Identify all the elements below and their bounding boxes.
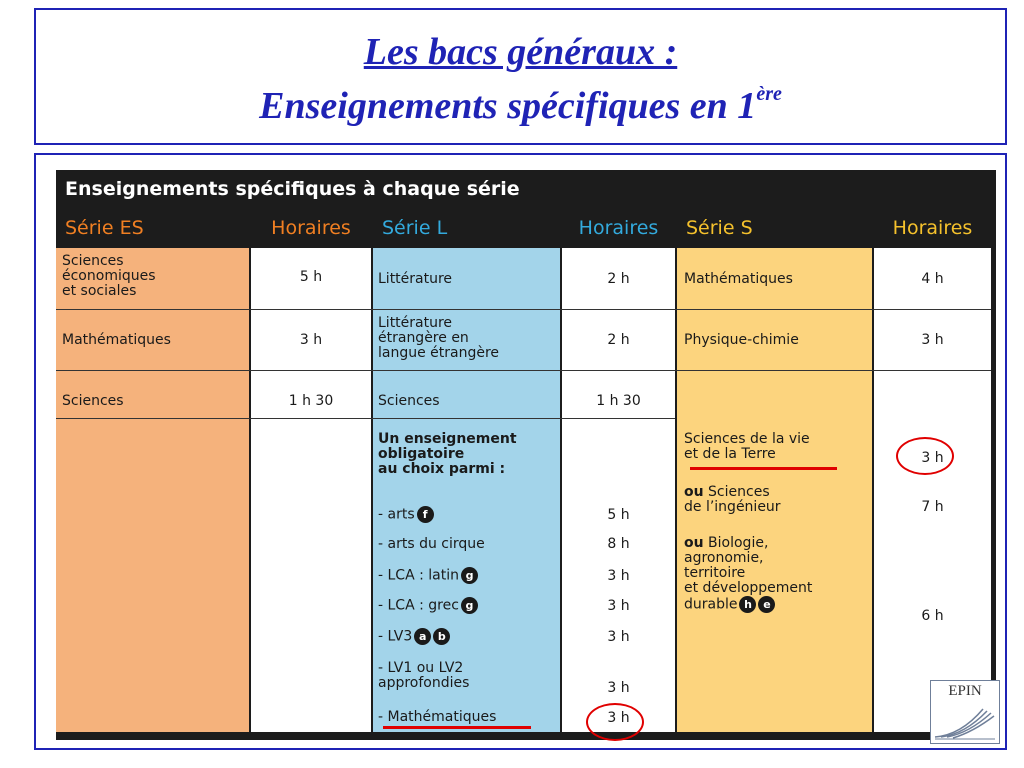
l-litterature: Littérature bbox=[378, 271, 453, 287]
s-bio-hours: 6 h bbox=[921, 608, 944, 624]
l-opt-arts bbox=[378, 506, 434, 523]
es-ses-hours: 5 h bbox=[299, 269, 323, 285]
col-es-hours bbox=[251, 248, 371, 732]
es-ses-line3: et sociales bbox=[62, 283, 137, 299]
s-bio-line5 bbox=[684, 596, 812, 613]
svt-hours-circle bbox=[896, 437, 954, 475]
table-header: Enseignements spécifiques à chaque série bbox=[65, 178, 520, 200]
note-f-badge: f bbox=[417, 506, 434, 523]
l-opt-arts-hours: 5 h bbox=[607, 507, 630, 523]
page-subtitle-text: Enseignements spécifiques en 1 bbox=[259, 85, 757, 127]
l-opt-maths-hours: 3 h bbox=[607, 710, 630, 726]
maths-underline bbox=[383, 726, 531, 729]
s-svt-line2: et de la Terre bbox=[684, 446, 776, 462]
l-opt-latin bbox=[378, 567, 478, 584]
col-header-es-hours: Horaires bbox=[271, 217, 351, 239]
note-a-badge: a bbox=[414, 628, 431, 645]
es-sciences: Sciences bbox=[62, 393, 124, 409]
specific-courses-table bbox=[56, 170, 996, 740]
page-subtitle bbox=[36, 83, 1005, 128]
es-ses-line2: économiques bbox=[62, 268, 156, 284]
l-sciences: Sciences bbox=[378, 393, 440, 409]
s-bio-line4: et développement bbox=[684, 580, 813, 596]
col-header-s-hours: Horaires bbox=[892, 217, 973, 239]
l-opt-arts-label: - arts bbox=[378, 506, 415, 523]
s-bio-durable: durable bbox=[684, 596, 738, 613]
s-physique: Physique-chimie bbox=[684, 332, 799, 348]
l-opt-maths bbox=[378, 710, 496, 725]
l-opt-lv-line1: - LV1 ou LV2 bbox=[378, 660, 464, 676]
col-header-l: Série L bbox=[382, 217, 448, 239]
l-opt-lv3 bbox=[378, 628, 450, 645]
l-litterature-hours: 2 h bbox=[607, 271, 630, 287]
s-si-line2: de l’ingénieur bbox=[684, 499, 781, 515]
l-obligatoire bbox=[378, 432, 517, 477]
l-opt-lv3-hours: 3 h bbox=[607, 629, 630, 645]
es-sciences-hours: 1 h 30 bbox=[288, 393, 334, 409]
l-litt-etr-line3: langue étrangère bbox=[378, 345, 500, 361]
col-header-l-hours: Horaires bbox=[578, 217, 659, 239]
l-litt-etr-line2: étrangère en bbox=[378, 330, 469, 346]
l-opt-cirque-hours: 8 h bbox=[607, 536, 630, 552]
col-l-hours bbox=[562, 248, 675, 732]
es-ses-line1: Sciences bbox=[62, 253, 124, 269]
s-svt-hours: 3 h bbox=[921, 450, 944, 466]
page-subtitle-sup: ère bbox=[756, 83, 782, 105]
note-g-badge: g bbox=[461, 567, 478, 584]
s-bio-line3: territoire bbox=[684, 565, 746, 581]
l-opt-grec-label: - LCA : grec bbox=[378, 597, 459, 614]
s-maths-hours: 4 h bbox=[921, 271, 944, 287]
note-g-badge: g bbox=[461, 597, 478, 614]
l-opt-lv3-label: - LV3 bbox=[378, 628, 413, 645]
row-divider bbox=[56, 370, 991, 371]
es-maths: Mathématiques bbox=[62, 332, 171, 348]
epin-logo-text: EPIN bbox=[948, 683, 982, 699]
maths-hours-circle bbox=[586, 703, 644, 741]
s-bio-line1 bbox=[684, 536, 812, 551]
col-header-s: Série S bbox=[686, 217, 753, 239]
s-svt bbox=[684, 432, 810, 462]
col-es bbox=[56, 248, 249, 732]
l-opt-cirque: - arts du cirque bbox=[378, 536, 485, 552]
s-si-hours: 7 h bbox=[921, 499, 944, 515]
l-opt-lv-line2: approfondies bbox=[378, 675, 470, 691]
s-bio bbox=[684, 536, 812, 613]
s-physique-hours: 3 h bbox=[921, 332, 944, 348]
s-bio-line2: agronomie, bbox=[684, 550, 764, 566]
l-opt-maths-label: Mathématiques bbox=[387, 709, 497, 725]
l-litt-etrangere bbox=[378, 316, 499, 361]
s-maths: Mathématiques bbox=[684, 271, 793, 287]
s-bio-ou: ou bbox=[684, 535, 704, 551]
l-opt-maths-dash: - bbox=[378, 709, 388, 725]
row-divider bbox=[56, 309, 991, 310]
l-opt-lv-hours: 3 h bbox=[607, 680, 630, 696]
page-title: Les bacs généraux : bbox=[363, 31, 678, 73]
note-e-badge: e bbox=[758, 596, 775, 613]
l-opt-latin-label: - LCA : latin bbox=[378, 567, 459, 584]
l-opt-grec-hours: 3 h bbox=[607, 598, 630, 614]
epin-logo bbox=[930, 680, 1000, 744]
l-opt-latin-hours: 3 h bbox=[607, 568, 630, 584]
row-divider bbox=[56, 418, 675, 419]
s-bio-text: Biologie, bbox=[703, 535, 769, 551]
s-si-line1 bbox=[684, 485, 781, 500]
l-opt-lv-approfondies bbox=[378, 661, 469, 691]
note-h-badge: h bbox=[739, 596, 756, 613]
l-oblig-line2: obligatoire bbox=[378, 446, 465, 462]
l-opt-grec bbox=[378, 597, 478, 614]
s-si-ou: ou bbox=[684, 484, 704, 500]
note-b-badge: b bbox=[433, 628, 450, 645]
l-oblig-line3: au choix parmi : bbox=[378, 461, 506, 477]
s-si-text: Sciences bbox=[703, 484, 770, 500]
s-si bbox=[684, 485, 781, 515]
epin-logo-icon bbox=[931, 701, 999, 743]
col-header-es: Série ES bbox=[65, 217, 144, 239]
col-s-hours bbox=[874, 248, 991, 732]
title-box bbox=[34, 8, 1007, 145]
l-sciences-hours: 1 h 30 bbox=[596, 393, 641, 409]
es-cell-ses bbox=[62, 254, 156, 299]
l-litt-etr-line1: Littérature bbox=[378, 315, 453, 331]
s-svt-line1: Sciences de la vie bbox=[684, 431, 810, 447]
l-litt-etrangere-hours: 2 h bbox=[607, 332, 630, 348]
l-oblig-line1: Un enseignement bbox=[378, 431, 517, 447]
svt-underline bbox=[690, 467, 837, 470]
es-maths-hours: 3 h bbox=[299, 332, 323, 348]
